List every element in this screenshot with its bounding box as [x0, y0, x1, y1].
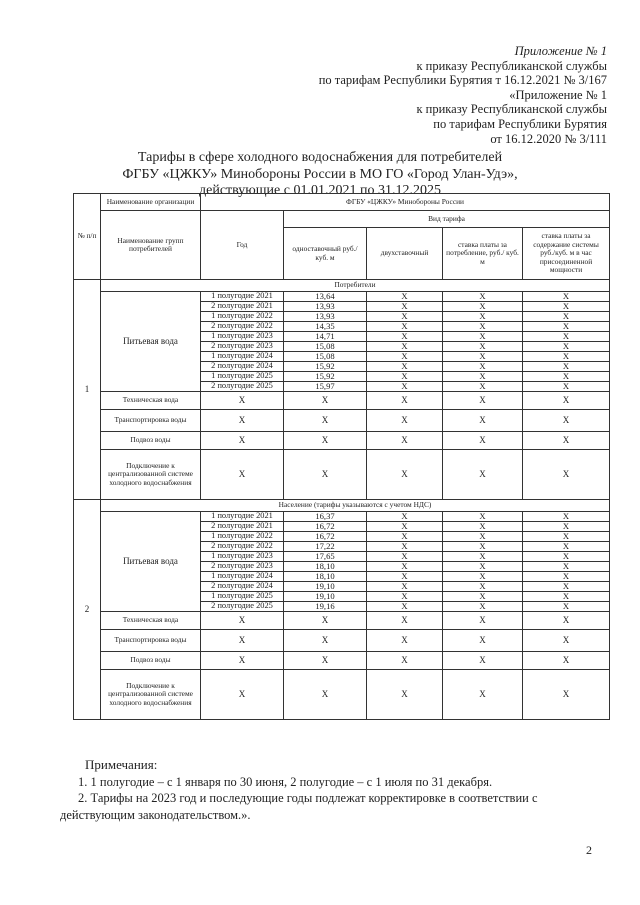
table-row [74, 392, 610, 410]
x-mark: Х [201, 670, 284, 720]
period-cell: 2 полугодие 2023 [201, 562, 284, 572]
tariff-value: 13,64 [284, 292, 367, 302]
x-mark: Х [523, 362, 610, 372]
x-mark: Х [284, 652, 367, 670]
x-mark: Х [443, 372, 523, 382]
period-cell: 2 полугодие 2022 [201, 542, 284, 552]
section-number: 1 [74, 280, 101, 500]
service-label: Транспортировка воды [101, 630, 201, 652]
x-mark: Х [367, 512, 443, 522]
header-line: «Приложение № 1 [509, 87, 607, 102]
title-line: ФГБУ «ЦЖКУ» Минобороны России в МО ГО «Город Улан-Удэ», [122, 166, 518, 182]
x-mark: Х [443, 302, 523, 312]
header-org: Наименование организации [101, 194, 201, 211]
notes-block [60, 757, 585, 823]
x-mark: Х [367, 312, 443, 322]
x-mark: Х [523, 392, 610, 410]
table-row [74, 512, 610, 522]
header-rate-keep: ставка платы за содержание системы руб./куб. м в час присоединенной мощности [523, 228, 610, 280]
service-label: Подключение к централизованной системе холодного водоснабжения [101, 450, 201, 500]
period-cell: 1 полугодие 2024 [201, 572, 284, 582]
x-mark: Х [367, 582, 443, 592]
notes-title: Примечания: [85, 757, 158, 772]
x-mark: Х [201, 652, 284, 670]
x-mark: Х [367, 572, 443, 582]
table-row [74, 211, 610, 228]
x-mark: Х [443, 450, 523, 500]
period-cell: 1 полугодие 2023 [201, 552, 284, 562]
x-mark: Х [367, 522, 443, 532]
header-one-part: одноставочный руб./ куб. м [284, 228, 367, 280]
tariff-value: 15,92 [284, 372, 367, 382]
period-cell: 1 полугодие 2023 [201, 332, 284, 342]
header-line: к приказу Республиканской службы [416, 58, 607, 73]
period-cell: 1 полугодие 2022 [201, 312, 284, 322]
tariff-value: 14,71 [284, 332, 367, 342]
x-mark: Х [523, 572, 610, 582]
x-mark: Х [523, 612, 610, 630]
x-mark: Х [443, 592, 523, 602]
period-cell: 2 полугодие 2025 [201, 382, 284, 392]
table-row [74, 194, 610, 211]
header-line: от 16.12.2020 № 3/111 [490, 131, 607, 146]
table-row [74, 450, 610, 500]
x-mark: Х [443, 342, 523, 352]
x-mark: Х [201, 612, 284, 630]
x-mark: Х [523, 602, 610, 612]
note-item-1: 1. 1 полугодие – с 1 января по 30 июня, 2 полугодие – с 1 июля по 31 декабря. [78, 774, 493, 789]
period-cell: 2 полугодие 2021 [201, 302, 284, 312]
x-mark: Х [523, 542, 610, 552]
section-title: Население (тарифы указываются с учетом НДС) [101, 500, 610, 512]
drinking-water-label: Питьевая вода [101, 512, 201, 612]
x-mark: Х [367, 670, 443, 720]
x-mark: Х [443, 382, 523, 392]
service-label: Подключение к централизованной системе холодного водоснабжения [101, 670, 201, 720]
x-mark: Х [443, 612, 523, 630]
x-mark: Х [201, 410, 284, 432]
x-mark: Х [523, 432, 610, 450]
x-mark: Х [523, 522, 610, 532]
x-mark: Х [284, 410, 367, 432]
table-row [74, 432, 610, 450]
x-mark: Х [443, 522, 523, 532]
period-cell: 2 полугодие 2025 [201, 602, 284, 612]
x-mark: Х [443, 552, 523, 562]
x-mark: Х [443, 582, 523, 592]
drinking-water-label: Питьевая вода [101, 292, 201, 392]
header-block [319, 44, 607, 146]
period-cell: 2 полугодие 2022 [201, 322, 284, 332]
x-mark: Х [523, 582, 610, 592]
tariff-value: 19,10 [284, 592, 367, 602]
x-mark: Х [367, 302, 443, 312]
x-mark: Х [523, 592, 610, 602]
header-line: по тарифам Республики Бурятия т 16.12.2021 № 3/167 [318, 73, 607, 88]
tariff-value: 15,92 [284, 362, 367, 372]
x-mark: Х [367, 342, 443, 352]
x-mark: Х [523, 532, 610, 542]
x-mark: Х [367, 432, 443, 450]
x-mark: Х [523, 562, 610, 572]
x-mark: Х [367, 602, 443, 612]
x-mark: Х [523, 630, 610, 652]
x-mark: Х [443, 670, 523, 720]
x-mark: Х [443, 562, 523, 572]
x-mark: Х [523, 292, 610, 302]
service-label: Подвоз воды [101, 652, 201, 670]
header-kind: Вид тарифа [284, 211, 610, 228]
service-label: Техническая вода [101, 612, 201, 630]
x-mark: Х [443, 532, 523, 542]
x-mark: Х [443, 542, 523, 552]
x-mark: Х [523, 302, 610, 312]
x-mark: Х [284, 392, 367, 410]
header-rate-use: ставка платы за потребление, руб./ куб. м [443, 228, 523, 280]
x-mark: Х [443, 652, 523, 670]
header-group: Наименование групп потребителей [101, 211, 201, 280]
x-mark: Х [284, 612, 367, 630]
x-mark: Х [367, 362, 443, 372]
header-line: к приказу Республиканской службы [416, 102, 607, 117]
x-mark: Х [443, 312, 523, 322]
table-row [74, 410, 610, 432]
x-mark: Х [201, 392, 284, 410]
x-mark: Х [443, 352, 523, 362]
table-row [74, 280, 610, 292]
x-mark: Х [523, 312, 610, 322]
x-mark: Х [367, 532, 443, 542]
x-mark: Х [443, 292, 523, 302]
x-mark: Х [523, 552, 610, 562]
table-row [74, 630, 610, 652]
x-mark: Х [367, 292, 443, 302]
page-number: 2 [586, 843, 592, 857]
x-mark: Х [443, 572, 523, 582]
period-cell: 1 полугодие 2022 [201, 532, 284, 542]
x-mark: Х [523, 410, 610, 432]
x-mark: Х [523, 652, 610, 670]
tariff-value: 18,10 [284, 572, 367, 582]
x-mark: Х [523, 342, 610, 352]
x-mark: Х [284, 670, 367, 720]
tariff-value: 16,72 [284, 532, 367, 542]
period-cell: 1 полугодие 2025 [201, 592, 284, 602]
tariff-value: 15,08 [284, 342, 367, 352]
x-mark: Х [201, 450, 284, 500]
x-mark: Х [523, 332, 610, 342]
table-row [74, 500, 610, 512]
x-mark: Х [367, 382, 443, 392]
x-mark: Х [284, 450, 367, 500]
header-org-value: ФГБУ «ЦЖКУ» Минобороны России [201, 194, 610, 211]
x-mark: Х [443, 602, 523, 612]
x-mark: Х [443, 410, 523, 432]
x-mark: Х [443, 432, 523, 450]
tariff-value: 17,22 [284, 542, 367, 552]
x-mark: Х [367, 630, 443, 652]
table-row [74, 670, 610, 720]
title-line: действующие с 01.01.2021 по 31.12.2025 [199, 183, 441, 198]
tariff-value: 19,10 [284, 582, 367, 592]
tariff-value: 16,72 [284, 522, 367, 532]
period-cell: 1 полугодие 2021 [201, 512, 284, 522]
table-row [74, 292, 610, 302]
table-row [74, 652, 610, 670]
x-mark: Х [284, 630, 367, 652]
period-cell: 2 полугодие 2024 [201, 362, 284, 372]
section-title: Потребители [101, 280, 610, 292]
x-mark: Х [443, 392, 523, 410]
x-mark: Х [367, 652, 443, 670]
x-mark: Х [367, 332, 443, 342]
x-mark: Х [443, 630, 523, 652]
service-label: Транспортировка воды [101, 410, 201, 432]
tariff-value: 19,16 [284, 602, 367, 612]
x-mark: Х [443, 332, 523, 342]
x-mark: Х [367, 612, 443, 630]
x-mark: Х [367, 372, 443, 382]
x-mark: Х [367, 450, 443, 500]
period-cell: 1 полугодие 2024 [201, 352, 284, 362]
header-line: Приложение № 1 [514, 44, 607, 58]
period-cell: 2 полугодие 2024 [201, 582, 284, 592]
x-mark: Х [523, 372, 610, 382]
x-mark: Х [523, 322, 610, 332]
x-mark: Х [523, 670, 610, 720]
section-number: 2 [74, 500, 101, 720]
period-cell: 1 полугодие 2025 [201, 372, 284, 382]
x-mark: Х [367, 410, 443, 432]
tariff-value: 15,08 [284, 352, 367, 362]
x-mark: Х [367, 562, 443, 572]
title-line: Тарифы в сфере холодного водоснабжения для потребителей [137, 150, 503, 165]
tariff-value: 14,35 [284, 322, 367, 332]
header-line: по тарифам Республики Бурятия [433, 116, 607, 131]
period-cell: 2 полугодие 2021 [201, 522, 284, 532]
header-two-part: двухставочный [367, 228, 443, 280]
service-label: Техническая вода [101, 392, 201, 410]
tariff-value: 17,65 [284, 552, 367, 562]
x-mark: Х [201, 432, 284, 450]
service-label: Подвоз воды [101, 432, 201, 450]
tariff-value: 15,97 [284, 382, 367, 392]
x-mark: Х [201, 630, 284, 652]
x-mark: Х [367, 322, 443, 332]
x-mark: Х [523, 512, 610, 522]
x-mark: Х [443, 362, 523, 372]
header-year: Год [201, 211, 284, 280]
tariff-value: 13,93 [284, 302, 367, 312]
table-row [74, 612, 610, 630]
tariff-value: 18,10 [284, 562, 367, 572]
tariff-value: 13,93 [284, 312, 367, 322]
x-mark: Х [367, 552, 443, 562]
note-item-2: 2. Тарифы на 2023 год и последующие годы подлежат корректировке в соответствии с действующим законодательством.». [60, 791, 538, 822]
period-cell: 1 полугодие 2021 [201, 292, 284, 302]
x-mark: Х [367, 542, 443, 552]
x-mark: Х [523, 382, 610, 392]
x-mark: Х [367, 352, 443, 362]
x-mark: Х [443, 322, 523, 332]
x-mark: Х [443, 512, 523, 522]
period-cell: 2 полугодие 2023 [201, 342, 284, 352]
tariff-table [73, 193, 610, 720]
x-mark: Х [523, 450, 610, 500]
x-mark: Х [523, 352, 610, 362]
x-mark: Х [284, 432, 367, 450]
header-no: № п/п [74, 194, 101, 280]
tariff-value: 16,37 [284, 512, 367, 522]
x-mark: Х [367, 592, 443, 602]
x-mark: Х [367, 392, 443, 410]
